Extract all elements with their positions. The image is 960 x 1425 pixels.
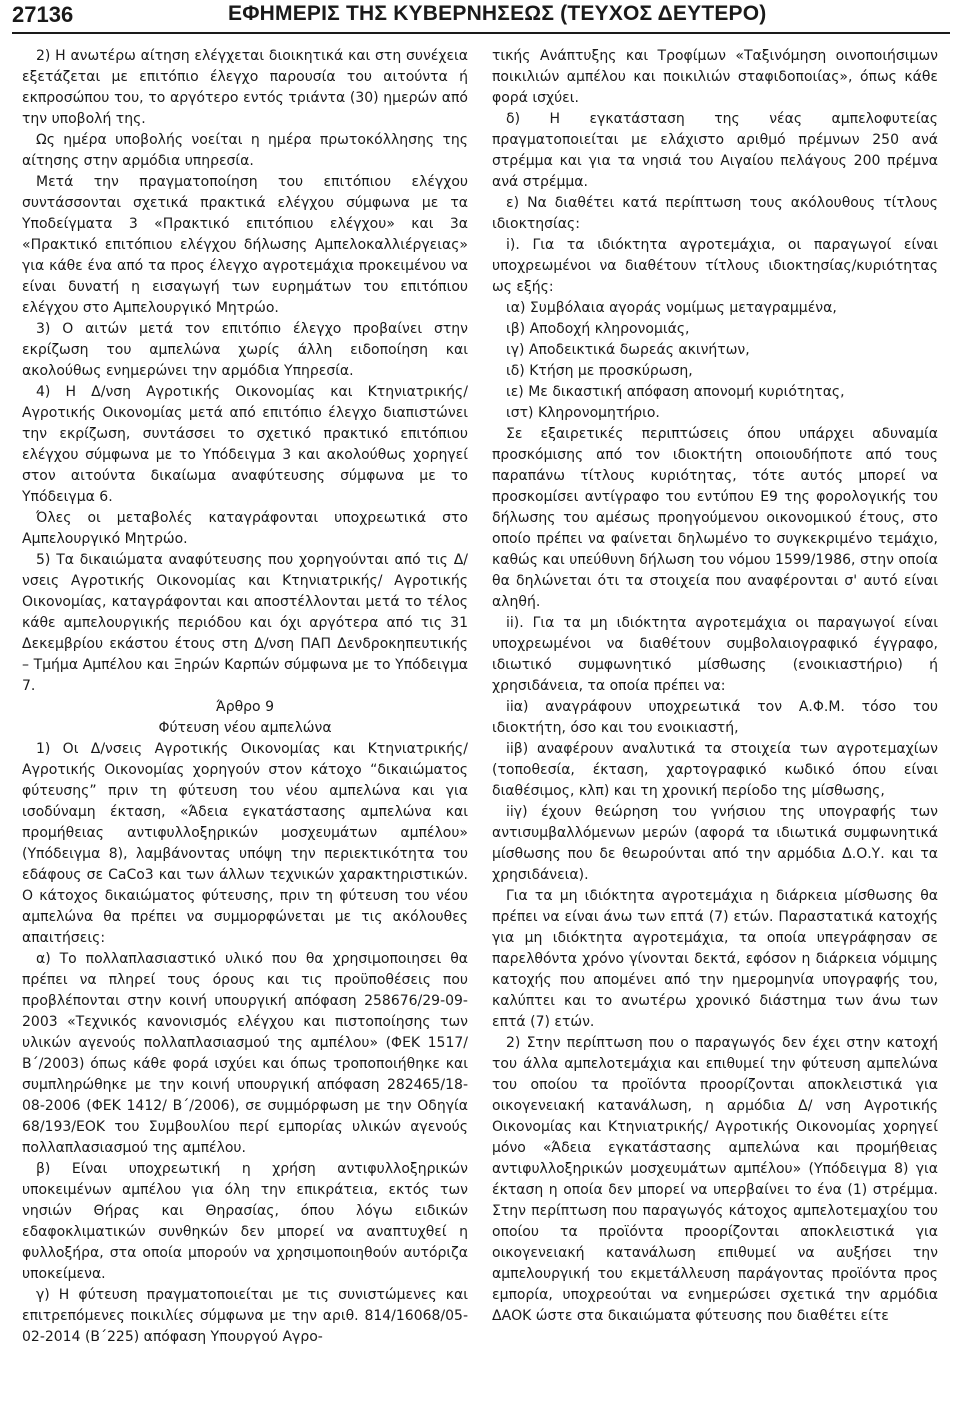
list-item: ιε) Με δικαστική απόφαση απονομή κυριότητας, <box>506 384 845 400</box>
paragraph: Για τα μη ιδιόκτητα αγροτεμάχια η διάρκεια μίσθωσης θα πρέπει να είναι άνω των επτά (7) ετών. Παραστατικά κατοχής για μη ιδιόκτητα αγροτεμάχια, τα οποία υπεγράφησαν σε παρελθόντα χρόνο γίνονται δεκτά, εφόσον η διάρκεια νόμιμης κατοχής που απομένει από την ημερομηνία υπογραφής του, καλύπτει και το ανωτέρω χρονικό διάστημα των άνω των επτά (7) ετών. <box>492 888 938 1030</box>
paragraph: 2) Στην περίπτωση που ο παραγωγός δεν έχει στην κατοχή του άλλα αμπελοτεμάχια και επιθυμεί την φύτευση αμπελώνα του οποίου τα προϊόντα προορίζονται αποκλειστικά για οικογενειακή κατανάλωση, η αρμόδια Δ/ νση Αγροτικής Οικονομίας και Κτηνιατρικής/ Αγροτικής Οικονομίας χορηγεί μόνο «Άδεια εγκατάστασης αμπελώνα και προμήθειας αντιφυλλοξηρικών μοσχευμάτων αμπέλου» (Υπόδειγμα 8) για έκταση η οποία δεν μπορεί να υπερβαίνει το ένα (1) στρέμμα. Στην περίπτωση που παραγωγός κάτοχος αμπελοτεμαχίου του οποίου τα προϊόντα προορίζονται αποκλειστικά για οικογενειακή κατανάλωση επιθυμεί να αυξήσει την αμπελουργική του εκμετάλλευση παράγοντας προϊόντα προς εμπορία, υποχρεούται να ενημερώσει σχετικά την αρμόδια ΔΑΟΚ ώστε στα δικαιώματα φύτευσης που διαθέτει είτε <box>492 1035 938 1324</box>
paragraph: 2) Η ανωτέρω αίτηση ελέγχεται διοικητικά και στη συνέχεια εξετάζεται με επιτόπιο έλεγχο παρουσία του αιτούντα ή εκπροσώπου του, το αργότερο εντός τριάντα (30) ημερών από την υποβολή της. <box>22 48 468 127</box>
paragraph: 3) Ο αιτών μετά τον επιτόπιο έλεγχο προβαίνει στην εκρίζωση του αμπελώνα χωρίς άλλη ειδοποίηση και ακολούθως ενημερώνει την αρμόδια Υπηρεσία. <box>22 321 468 379</box>
list-item: ιβ) Αποδοχή κληρονομιάς, <box>506 321 690 337</box>
left-column <box>22 46 468 1348</box>
paragraph: δ) Η εγκατάσταση της νέας αμπελοφυτείας πραγματοποιείται με ελάχιστο αριθμό πρέμνων 250 ανά στρέμμα και για τα νησιά του Αιγαίου πελάγους 200 πρέμνα ανά στρέμμα. <box>492 111 938 190</box>
paragraph: β) Είναι υποχρεωτική η χρήση αντιφυλλοξηρικών υποκειμένων αμπέλου για όλη την επικράτεια, εκτός των νησιών Θήρας και Θηρασίας, όπου λόγω ειδικών εδαφοκλιματικών συνθηκών δεν μπορεί να αναπτυχθεί η φυλλοξήρα, στα οποία μπορούν να χρησιμοποιηθούν αυτόριζα υποκείμενα. <box>22 1161 468 1282</box>
paragraph: Ως ημέρα υποβολής νοείται η ημέρα πρωτοκόλλησης της αίτησης στην αρμόδια υπηρεσία. <box>22 132 468 169</box>
page-number: 27136 <box>12 2 74 27</box>
paragraph: τικής Ανάπτυξης και Τροφίμων «Ταξινόμηση οινοποιήσιμων ποικιλιών αμπέλου και ποικιλιών σταφιδοποιίας», όπως κάθε φορά ισχύει. <box>492 48 938 106</box>
list-item: ιδ) Κτήση με προσκύρωση, <box>506 363 693 379</box>
paragraph: α) Το πολλαπλασιαστικό υλικό που θα χρησιμοποιησει θα πρέπει να πληρεί τους όρους και τις προϋποθέσεις που προβλέπονται στην κοινή υπουργική απόφαση 258676/29-09-2003 «Τεχνικός κανονισμός ελέγχου και πιστοποίησης των υλικών αγενούς πολλαπλασιασμού της αμπέλου» (ΦΕΚ 1517/Β΄/2003) όπως κάθε φορά ισχύει και όπως τροποποιήθηκε και συμπληρώθηκε με την κοινή υπουργική απόφαση 282465/18-08-2006 (ΦΕΚ 1412/ Β΄/2006), σε συμμόρφωση με την Οδηγία 68/193/ΕΟΚ του Συμβουλίου περί εμπορίας υλικών αγενούς πολλαπλασιασμού της αμπέλου. <box>22 951 468 1156</box>
paragraph: Όλες οι μεταβολές καταγράφονται υποχρεωτικά στο Αμπελουργικό Μητρώο. <box>22 510 468 547</box>
paragraph: Σε εξαιρετικές περιπτώσεις όπου υπάρχει αδυναμία προσκόμισης από τον ιδιοκτήτη οποιουδήποτε από τους παραπάνω τίτλους κυριότητας, τότε αυτός μπορεί να προσκομίσει αντίγραφο του εντύπου Ε9 της φορολογικής του δήλωσης του αμέσως προηγούμενου οικονομικού έτους, στο οποίο πρέπει να φαίνεται δηλωμένο το συγκεκριμένο τεμάχιο, καθώς και υπεύθυνη δήλωση του νόμου 1599/1986, στην οποία θα δηλώνεται ότι τα στοιχεία που αναφέρονται σ' αυτό είναι αληθή. <box>492 426 938 610</box>
list-item: ιστ) Κληρονομητήριο. <box>506 405 660 421</box>
paragraph: 1) Οι Δ/νσεις Αγροτικής Οικονομίας και Κτηνιατρικής/ Αγροτικής Οικονομίας χορηγούν στον κάτοχο “δικαιώματος φύτευσης” πριν τη φύτευση του νέου αμπελώνα και για ισοδύναμη έκταση, «Άδεια εγκατάστασης αμπελώνα και προμήθειας αντιφυλλοξηρικών μοσχευμάτων αμπέλου» (Υπόδειγμα 8), λαμβάνοντας υπόψη την περιεκτικότητα του εδάφους σε CaCo3 και των άλλων τεχνικών χαρακτηριστικών. Ο κάτοχος δικαιώματος φύτευσης, πριν τη φύτευση του νέου αμπελώνα θα πρέπει να συμμορφώνεται με τις ακόλουθες απαιτήσεις: <box>22 741 468 946</box>
list-item: iiγ) έχουν θεώρηση του γνήσιου της υπογραφής των αντισυμβαλλόμενων μερών (αφορά τα ιδιωτικά συμφωνητικά μίσθωσης που δε θεωρούνται από την αρμόδια Δ.Ο.Υ. και τα χρησιδάνεια). <box>492 804 938 883</box>
header-rule <box>12 32 950 34</box>
list-item: ια) Συμβόλαια αγοράς νομίμως μεταγραμμένα, <box>506 300 837 316</box>
article-title: Φύτευση νέου αμπελώνα <box>158 720 332 736</box>
article-heading: Άρθρο 9 <box>216 699 274 715</box>
paragraph: ε) Να διαθέτει κατά περίπτωση τους ακόλουθους τίτλους ιδιοκτησίας: <box>492 195 938 232</box>
paragraph: 4) Η Δ/νση Αγροτικής Οικονομίας και Κτηνιατρικής/ Αγροτικής Οικονομίας μετά από επιτόπιο έλεγχο διαπιστώνει την εκρίζωση, συντάσσει το σχετικό πρακτικό επιτόπιου ελέγχου σύμφωνα με το Υπόδειγμα 3 και ακολούθως χορηγεί στον αιτούντα δικαίωμα αναφύτευσης σύμφωνα με το Υπόδειγμα 6. <box>22 384 468 505</box>
list-item: iiβ) αναφέρουν αναλυτικά τα στοιχεία των αγροτεμαχίων (τοποθεσία, έκταση, χαρτογραφικό κωδικό όπου είναι διαθέσιμος, κλπ) και τη χρονική περίοδο της μίσθωσης, <box>492 741 938 799</box>
paragraph: Μετά την πραγματοποίηση του επιτόπιου ελέγχου συντάσσονται σχετικά πρακτικά ελέγχου σύμφωνα με τα Υποδείγματα 3 «Πρακτικό επιτόπιου ελέγχου» και 3α «Πρακτικό επιτόπιου ελέγχου δήλωσης Αμπελοκαλλιέργειας» για κάθε ένα από τα προς έλεγχο αγροτεμάχια προκειμένου να είναι δυνατή η εισαγωγή των ευρημάτων του επιτόπιου ελέγχου στο Αμπελουργικό Μητρώο. <box>22 174 468 316</box>
paragraph: γ) Η φύτευση πραγματοποιείται με τις συνιστώμενες και επιτρεπόμενες ποικιλίες σύμφωνα με την αριθ. 814/16068/05-02-2014 (Β΄225) απόφαση Υπουργού Αγρο- <box>22 1287 468 1345</box>
paragraph: i). Για τα ιδιόκτητα αγροτεμάχια, οι παραγωγοί είναι υποχρεωμένοι να διαθέτουν τίτλους ιδιοκτησίας/κυριότητας ως εξής: <box>492 237 938 295</box>
list-item: ιγ) Αποδεικτικά δωρεάς ακινήτων, <box>506 342 750 358</box>
page-header <box>0 0 960 34</box>
list-item: iiα) αναγράφουν υποχρεωτικά τον Α.Φ.Μ. τόσο του ιδιοκτήτη, όσο και του ενοικιαστή, <box>492 699 938 736</box>
paragraph: 5) Τα δικαιώματα αναφύτευσης που χορηγούνται από τις Δ/νσεις Αγροτικής Οικονομίας και Κτηνιατρικής/ Αγροτικής Οικονομίας, καταγράφονται και αποστέλλονται μετά το τέλος κάθε αμπελουργικής περιόδου και όχι αργότερα από τις 31 Δεκεμβρίου εκάστου έτους στη Δ/νση ΠΑΠ Δενδροκηπευτικής – Τμήμα Αμπέλου και Ξηρών Καρπών σύμφωνα με το Υπόδειγμα 7. <box>22 552 468 694</box>
right-column <box>492 46 938 1327</box>
paragraph: ii). Για τα μη ιδιόκτητα αγροτεμάχια οι παραγωγοί είναι υποχρεωμένοι να διαθέτουν συμβολαιογραφικό έγγραφο, ιδιωτικό συμφωνητικό μίσθωσης (ενοικιαστήριο) ή χρησιδάνεια, τα οποία πρέπει να: <box>492 615 938 694</box>
gazette-title: ΕΦΗΜΕΡΙΣ ΤΗΣ ΚΥΒΕΡΝΗΣΕΩΣ (ΤΕΥΧΟΣ ΔΕΥΤΕΡΟ) <box>228 2 767 25</box>
